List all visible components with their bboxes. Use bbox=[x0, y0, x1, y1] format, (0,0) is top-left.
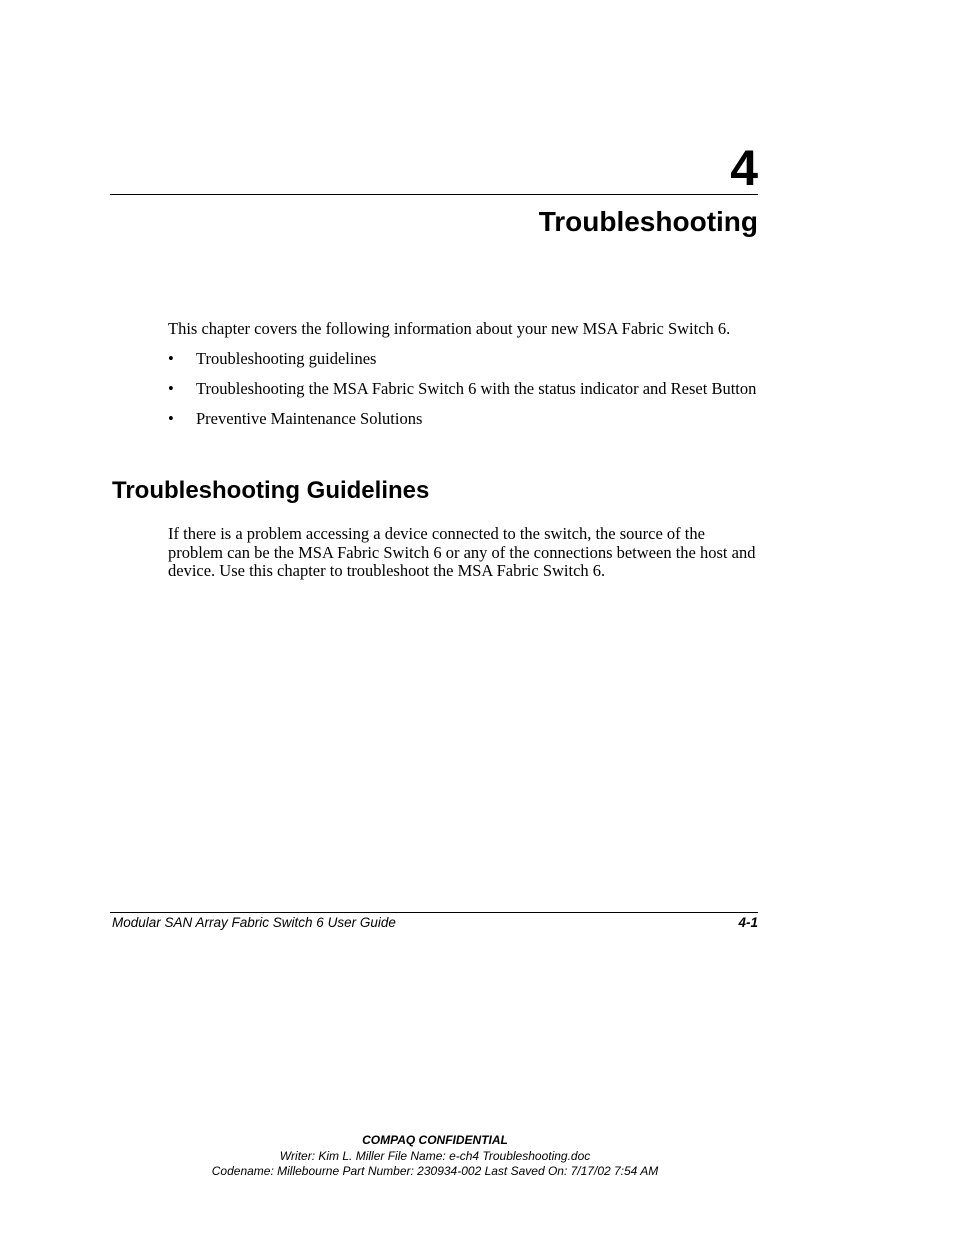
section-heading: Troubleshooting Guidelines bbox=[112, 477, 430, 504]
chapter-title: Troubleshooting bbox=[538, 206, 758, 237]
list-item bbox=[168, 410, 758, 429]
topic-list bbox=[168, 350, 758, 440]
codename-info: Codename: Millebourne Part Number: 230934-002 Last Saved On: 7/17/02 7:54 AM bbox=[211, 1164, 659, 1178]
confidential-title: COMPAQ CONFIDENTIAL bbox=[362, 1133, 508, 1147]
footer-book-title: Modular SAN Array Fabric Switch 6 User Guide bbox=[112, 915, 396, 930]
bullet-icon: • bbox=[168, 349, 174, 368]
bullet-icon: • bbox=[168, 379, 174, 398]
intro-paragraph: This chapter covers the following information about your new MSA Fabric Switch 6. bbox=[168, 319, 731, 338]
section-paragraph: If there is a problem accessing a device connected to the switch, the source of the problem can be the MSA Fabric Switch 6 or any of the connections between the host and device. Use this chapter to troubleshoot the MSA Fabric Switch 6. bbox=[168, 524, 756, 580]
chapter-divider bbox=[110, 194, 758, 195]
confidential-notice bbox=[0, 1133, 870, 1180]
list-item-text: Preventive Maintenance Solutions bbox=[196, 409, 423, 428]
list-item-text: Troubleshooting the MSA Fabric Switch 6 with the status indicator and Reset Button bbox=[196, 379, 757, 398]
bullet-icon: • bbox=[168, 409, 174, 428]
chapter-number: 4 bbox=[730, 140, 758, 196]
list-item bbox=[168, 380, 758, 399]
footer-divider bbox=[110, 912, 758, 913]
list-item bbox=[168, 350, 758, 369]
list-item-text: Troubleshooting guidelines bbox=[196, 349, 377, 368]
footer-page-number: 4-1 bbox=[738, 915, 758, 930]
writer-info: Writer: Kim L. Miller File Name: e-ch4 Troubleshooting.doc bbox=[279, 1148, 591, 1163]
